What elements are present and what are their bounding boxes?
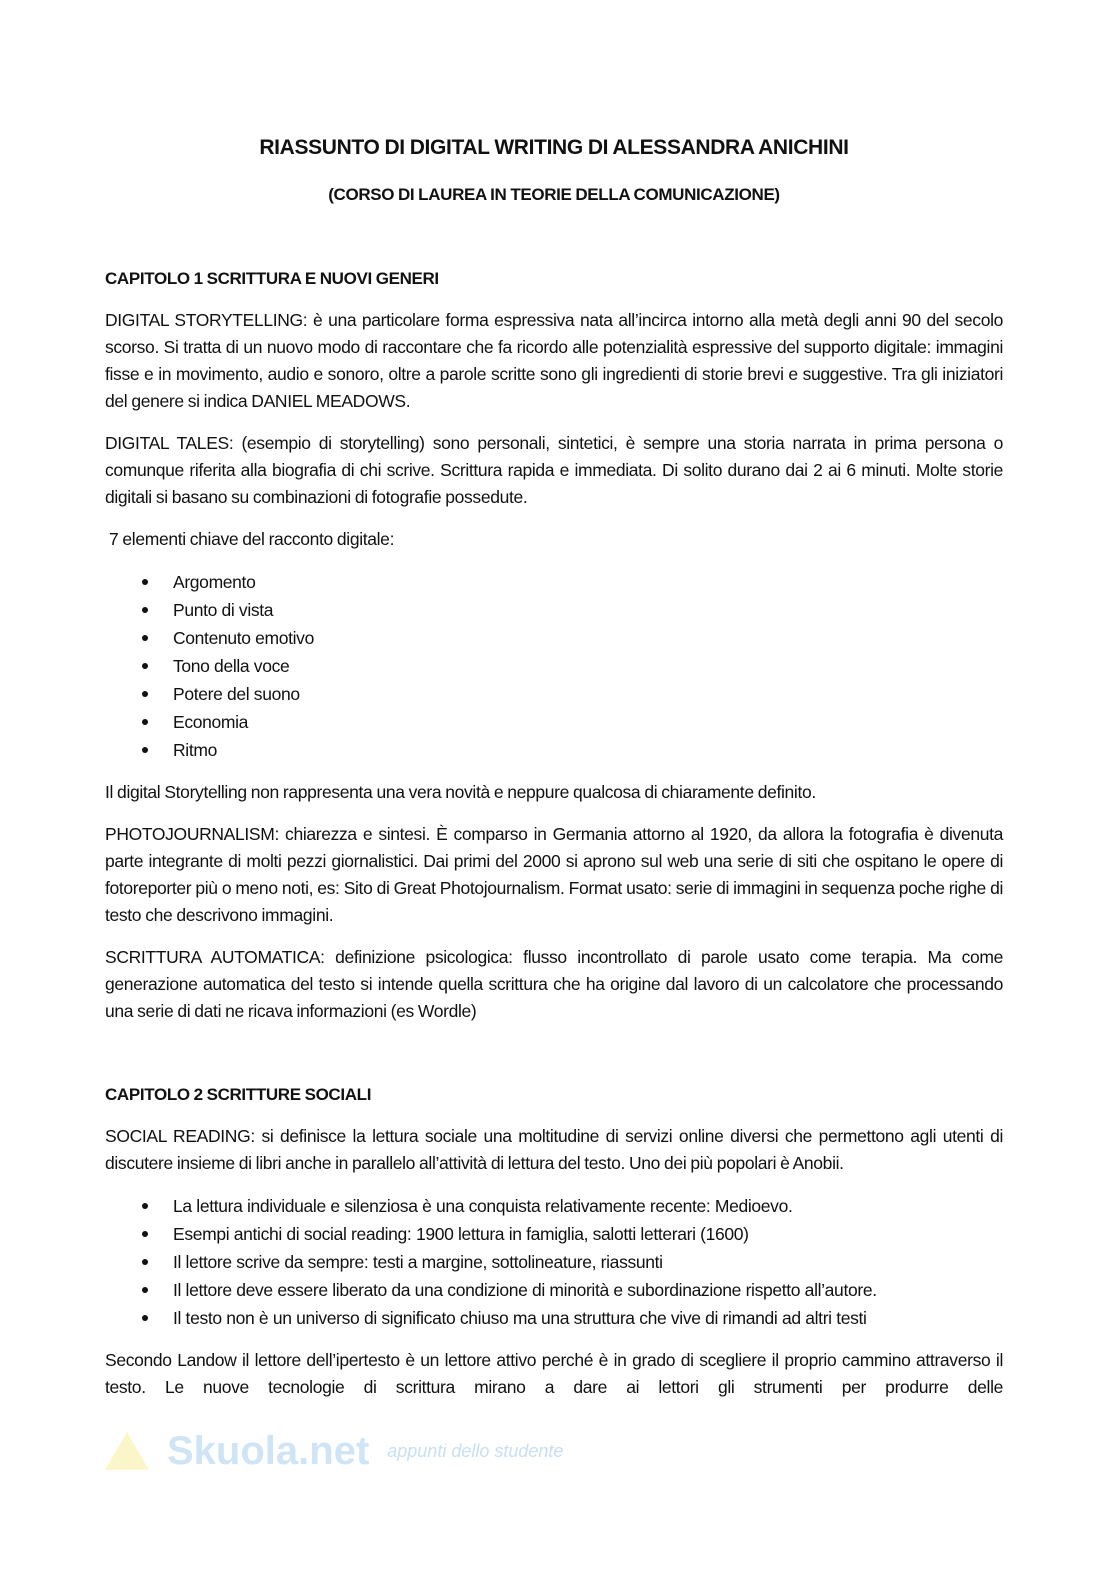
chapter2-paragraph-landow: Secondo Landow il lettore dell’ipertesto è un lettore attivo perché è in grado di scegliere il proprio cammino attraverso il testo. Le nuove tecnologie di scrittura mirano a dare ai lettori gli strumenti per produrre delle [105, 1350, 1003, 1397]
chapter1-paragraph-photojournalism: PHOTOJOURNALISM: chiarezza e sintesi. È comparso in Germania attorno al 1920, da allora la fotografia è divenuta parte integrante di molti pezzi giornalistici. Dai primi del 2000 si aprono sul web una serie di siti che ospitano le opere di fotoreporter più o meno noti, es: Sito di Great Photojournalism. Format usato: serie di immagini in sequenza poche righe di testo che descrivono immagini. [105, 824, 1003, 925]
document-title: RIASSUNTO DI DIGITAL WRITING DI ALESSANDRA ANICHINI [259, 136, 849, 159]
watermark-brand: Skuola.net [167, 1429, 370, 1473]
chapter2-list [105, 1192, 1003, 1332]
list-item: Tono della voce [105, 652, 1003, 680]
chapter2-paragraph-social-reading: SOCIAL READING: si definisce la lettura sociale una moltitudine di servizi online diversi che permettono agli utenti di discutere insieme di libri anche in parallelo all’attività di lettura del testo. Uno dei più popolari è Anobii. [105, 1126, 1003, 1173]
list-item: Il lettore deve essere liberato da una condizione di minorità e subordinazione rispetto all’autore. [105, 1276, 1003, 1304]
chapter1-paragraph-tales: DIGITAL TALES: (esempio di storytelling) sono personali, sintetici, è sempre una storia narrata in prima persona o comunque riferita alla biografia di chi scrive. Scrittura rapida e immediata. Di solito durano dai 2 ai 6 minuti. Molte storie digitali si basano su combinazioni di fotografie possedute. [105, 433, 1003, 507]
list-item: Argomento [105, 568, 1003, 596]
chapter1-list-intro: 7 elementi chiave del racconto digitale: [105, 529, 395, 549]
list-item: Economia [105, 708, 1003, 736]
chapter1-paragraph-automatic-writing: SCRITTURA AUTOMATICA: definizione psicologica: flusso incontrollato di parole usato come terapia. Ma come generazione automatica del testo si intende quella scrittura che ha origine dal lavoro di un calcolatore che processando una serie di dati ne ricava informazioni (es Wordle) [105, 947, 1003, 1021]
chapter1-paragraph-storytelling: DIGITAL STORYTELLING: è una particolare forma espressiva nata all’incirca intorno alla metà degli anni 90 del secolo scorso. Si tratta di un nuovo modo di raccontare che fa ricordo alle potenzialità espressive del supporto digitale: immagini fisse e in movimento, audio e sonoro, oltre a parole scritte sono gli ingredienti di storie brevi e suggestive. Tra gli iniziatori del genere si indica DANIEL MEADOWS. [105, 310, 1003, 411]
list-item: La lettura individuale e silenziosa è una conquista relativamente recente: Medioevo. [105, 1192, 1003, 1220]
list-item: Il lettore scrive da sempre: testi a margine, sottolineature, riassunti [105, 1248, 1003, 1276]
list-item: Il testo non è un universo di significato chiuso ma una struttura che vive di rimandi ad altri testi [105, 1304, 1003, 1332]
list-item: Contenuto emotivo [105, 624, 1003, 652]
document-subtitle: (CORSO DI LAUREA IN TEORIE DELLA COMUNICAZIONE) [328, 185, 780, 204]
watermark-triangle [105, 1432, 149, 1470]
chapter2-heading: CAPITOLO 2 SCRITTURE SOCIALI [105, 1085, 372, 1104]
chapter1-key-elements-list [105, 568, 1003, 764]
list-item: Ritmo [105, 736, 1003, 764]
list-item: Potere del suono [105, 680, 1003, 708]
watermark-logo [105, 1431, 1003, 1471]
chapter1-heading: CAPITOLO 1 SCRITTURA E NUOVI GENERI [105, 269, 439, 288]
chapter1-paragraph-summary: Il digital Storytelling non rappresenta una vera novità e neppure qualcosa di chiaramente definito. [105, 782, 816, 802]
watermark-tagline: appunti dello studente [387, 1440, 564, 1461]
list-item: Esempi antichi di social reading: 1900 lettura in famiglia, salotti letterari (1600) [105, 1220, 1003, 1248]
list-item: Punto di vista [105, 596, 1003, 624]
